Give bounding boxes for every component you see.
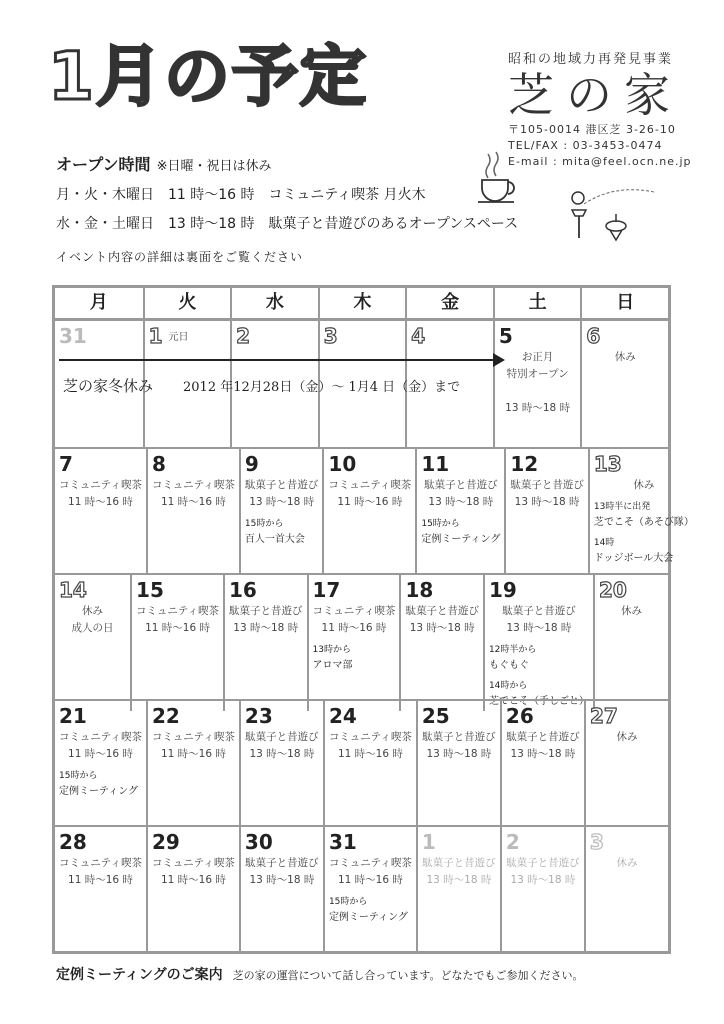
event-time: 13時から [312, 645, 351, 655]
day-info: コミュニティ喫茶 [312, 605, 396, 617]
day-event [594, 500, 694, 530]
calendar-day [500, 827, 584, 951]
calendar-day [483, 575, 593, 711]
day-number: 22 [151, 704, 180, 728]
day-number: 1 元日 [148, 324, 189, 348]
calendar-day [130, 575, 223, 711]
event-title: ドッジボール大会 [593, 553, 674, 564]
day-number: 5 [498, 324, 513, 348]
kendama-toy-icon [566, 180, 666, 244]
day-info: 13 時〜18 時 [249, 748, 315, 760]
day-info: 13 時〜18 時 [510, 748, 576, 760]
calendar-day [580, 321, 668, 447]
day-info: 駄菓子と昔遊び [245, 731, 319, 743]
day-number: 29 [151, 830, 180, 854]
weekday-label: 土 [493, 288, 581, 318]
calendar-day [223, 575, 307, 711]
day-info: 11 時〜16 時 [145, 622, 210, 634]
day-number: 27 [589, 704, 618, 728]
day-info: 11 時〜16 時 [160, 748, 226, 760]
event-title: 定例ミーティング [421, 534, 501, 545]
day-info: 13 時〜18 時 [249, 496, 315, 508]
day-info: 休み [633, 479, 655, 491]
event-title: 定例ミーティング [59, 786, 138, 797]
day-number: 19 [488, 578, 517, 602]
weekday-label: 木 [318, 288, 406, 318]
day-number: 9 [244, 452, 259, 476]
day-number: 26 [505, 704, 534, 728]
day-info: 11 時〜16 時 [321, 622, 387, 634]
calendar-day [415, 449, 504, 573]
day-number: 25 [421, 704, 450, 728]
day-info: 11 時〜16 時 [337, 496, 403, 508]
org-name: 芝の家 [508, 68, 682, 122]
day-number: 4 [411, 324, 426, 348]
calendar-day [416, 827, 500, 951]
day-number: 3 [323, 324, 338, 348]
calendar-week [55, 573, 668, 707]
day-info: お正月 [521, 351, 554, 363]
day-event [421, 517, 500, 547]
day-info: 13 時〜18 時 [514, 496, 580, 508]
day-info: 13 時〜18 時 [505, 402, 571, 414]
day-event [489, 643, 589, 673]
day-info: 特別オープン [506, 368, 569, 380]
calendar-day [239, 827, 323, 951]
day-info: 駄菓子と昔遊び [422, 731, 496, 743]
day-number: 20 [598, 578, 627, 602]
day-number: 6 [586, 324, 601, 348]
event-title: もぐもぐ [488, 660, 529, 671]
org-email: E-mail : mita@feel.ocn.ne.jp [508, 154, 692, 168]
calendar [52, 285, 694, 954]
day-info: 休み [616, 857, 638, 869]
day-number: 1 [421, 830, 436, 854]
holiday-name: 元日 [168, 331, 189, 343]
opening-hours [56, 152, 616, 233]
org-tel: TEL/FAX : 03-3453-0474 [508, 138, 663, 152]
day-info: 駄菓子と昔遊び [245, 857, 319, 869]
day-info: 13 時〜18 時 [249, 874, 315, 886]
event-title: 芝でこそ（あそび隊） [593, 517, 694, 528]
calendar-day [55, 701, 146, 825]
coffee-cup-icon [478, 150, 524, 204]
day-info: コミュニティ喫茶 [151, 731, 235, 743]
day-info: 11 時〜16 時 [337, 748, 403, 760]
day-info: 11 時〜16 時 [68, 496, 133, 508]
day-info: 成人の日 [71, 622, 114, 634]
day-info: 11 時〜16 時 [160, 496, 226, 508]
calendar-day [584, 827, 668, 951]
winter-holiday-banner: 芝の家冬休み 2012 年12月28日（金）〜 1月4 日（金）まで [63, 377, 461, 395]
hours-heading: オープン時間 [56, 155, 151, 174]
calendar-day [588, 449, 698, 573]
page-title: 1月の予定 [48, 38, 368, 115]
calendar-day [55, 827, 146, 951]
event-title: 定例ミーティング [328, 912, 408, 923]
day-number: 31 [328, 830, 357, 854]
meeting-title: 定例ミーティングのご案内 [56, 967, 223, 983]
calendar-week [55, 825, 668, 951]
day-number: 13 [593, 452, 622, 476]
calendar-week [55, 447, 694, 573]
calendar-week [55, 321, 668, 447]
day-number: 18 [405, 578, 434, 602]
hours-note: ※日曜・祝日は休み [156, 159, 272, 174]
calendar-day [399, 575, 483, 711]
day-info: 13 時〜18 時 [233, 622, 299, 634]
event-time: 14時から [488, 681, 528, 691]
day-number: 11 [421, 452, 450, 476]
event-time: 12時半から [488, 645, 537, 655]
day-info: 駄菓子と昔遊び [424, 479, 498, 491]
day-number: 28 [59, 830, 87, 854]
calendar-day [593, 575, 668, 711]
calendar-day [239, 449, 323, 573]
day-number: 31 [59, 324, 87, 348]
day-info: コミュニティ喫茶 [59, 731, 142, 743]
day-info: 13 時〜18 時 [426, 748, 492, 760]
calendar-day [323, 701, 416, 825]
holiday-arrow [59, 359, 503, 361]
weekday-label: 日 [580, 288, 668, 318]
day-info: コミュニティ喫茶 [59, 857, 142, 869]
event-time: 15時から [59, 771, 98, 781]
day-info: コミュニティ喫茶 [59, 479, 142, 491]
calendar-day [322, 449, 415, 573]
day-info: 13 時〜18 時 [506, 622, 572, 634]
calendar-day [504, 449, 588, 573]
day-info: コミュニティ喫茶 [151, 479, 235, 491]
weekday-header [55, 288, 668, 321]
day-number: 17 [312, 578, 341, 602]
weekday-label: 金 [405, 288, 493, 318]
org-address: 〒105-0014 港区芝 3-26-10 [508, 122, 676, 136]
day-info: 駄菓子と昔遊び [422, 857, 496, 869]
calendar-day [323, 827, 416, 951]
event-time: 15時から [244, 519, 284, 529]
day-number: 2 [505, 830, 520, 854]
day-info: コミュニティ喫茶 [151, 857, 235, 869]
event-time: 15時から [421, 519, 460, 529]
event-time: 15時から [328, 897, 368, 907]
day-number: 15 [136, 578, 164, 602]
day-info: 駄菓子と昔遊び [244, 479, 319, 491]
calendar-week [55, 699, 668, 825]
day-number: 24 [328, 704, 357, 728]
meeting-info [56, 964, 584, 984]
day-info: 駄菓子と昔遊び [506, 731, 580, 743]
day-info: 駄菓子と昔遊び [229, 605, 303, 617]
calendar-day [55, 449, 146, 573]
day-event [313, 643, 396, 673]
day-info: 休み [82, 605, 104, 617]
day-info: 11 時〜16 時 [337, 874, 403, 886]
weekday-label: 火 [143, 288, 231, 318]
day-number: 14 [59, 578, 87, 602]
day-info: 駄菓子と昔遊び [510, 479, 584, 491]
calendar-day [493, 321, 581, 447]
org-subtitle: 昭和の地域力再発見事業 [508, 52, 674, 67]
event-notice: イベント内容の詳細は裏面をご覧ください [56, 250, 304, 264]
day-info: 11 時〜16 時 [68, 874, 133, 886]
calendar-day [416, 701, 500, 825]
hours-row-2: 水・金・土曜日 13 時〜18 時 駄菓子と昔遊びのあるオープンスペース [56, 216, 519, 232]
day-info: 駄菓子と昔遊び [506, 857, 580, 869]
weekday-label: 水 [230, 288, 318, 318]
day-number: 23 [244, 704, 273, 728]
day-info: 駄菓子と昔遊び [405, 605, 479, 617]
event-time: 13時半に出発 [593, 502, 651, 512]
calendar-day [307, 575, 400, 711]
day-info: 13 時〜18 時 [428, 496, 494, 508]
calendar-day [146, 449, 239, 573]
hours-row-1: 月・火・木曜日 11 時〜16 時 コミュニティ喫茶 月火木 [56, 187, 426, 203]
day-info: 休み [620, 605, 642, 617]
day-event [594, 536, 694, 566]
event-title: アロマ部 [312, 660, 353, 671]
event-time: 14時 [593, 538, 615, 548]
day-number: 10 [328, 452, 357, 476]
day-info: 11 時〜16 時 [68, 748, 133, 760]
event-title: 百人一首大会 [244, 534, 305, 545]
day-info: 13 時〜18 時 [409, 622, 475, 634]
weekday-label: 月 [89, 292, 108, 313]
meeting-desc: 芝の家の運営について話し合っています。どなたでもご参加ください。 [232, 969, 584, 982]
day-info: 休み [616, 731, 638, 743]
event-title: 芝でこそ（手しごと） [488, 696, 589, 707]
day-number: 8 [151, 452, 166, 476]
day-info: 休み [614, 351, 636, 363]
day-number: 12 [510, 452, 539, 476]
day-info: 13 時〜18 時 [426, 874, 492, 886]
calendar-day [500, 701, 584, 825]
calendar-day [584, 701, 668, 825]
day-info: 駄菓子と昔遊び [502, 605, 576, 617]
day-event [329, 895, 412, 925]
day-info: コミュニティ喫茶 [328, 857, 412, 869]
day-number: 30 [244, 830, 273, 854]
day-number: 2 [236, 324, 251, 348]
calendar-day [55, 575, 130, 711]
day-info: 13 時〜18 時 [510, 874, 576, 886]
day-info: コミュニティ喫茶 [136, 605, 219, 617]
day-event [245, 517, 319, 547]
day-number: 21 [59, 704, 87, 728]
day-number: 16 [229, 578, 257, 602]
day-info: 11 時〜16 時 [160, 874, 226, 886]
calendar-day [239, 701, 323, 825]
day-info: コミュニティ喫茶 [328, 479, 412, 491]
day-number: 7 [59, 452, 73, 476]
calendar-day [146, 827, 239, 951]
calendar-day [146, 701, 239, 825]
day-event [59, 769, 142, 799]
day-info: コミュニティ喫茶 [328, 731, 412, 743]
day-number: 3 [589, 830, 604, 854]
day-info [499, 383, 577, 400]
